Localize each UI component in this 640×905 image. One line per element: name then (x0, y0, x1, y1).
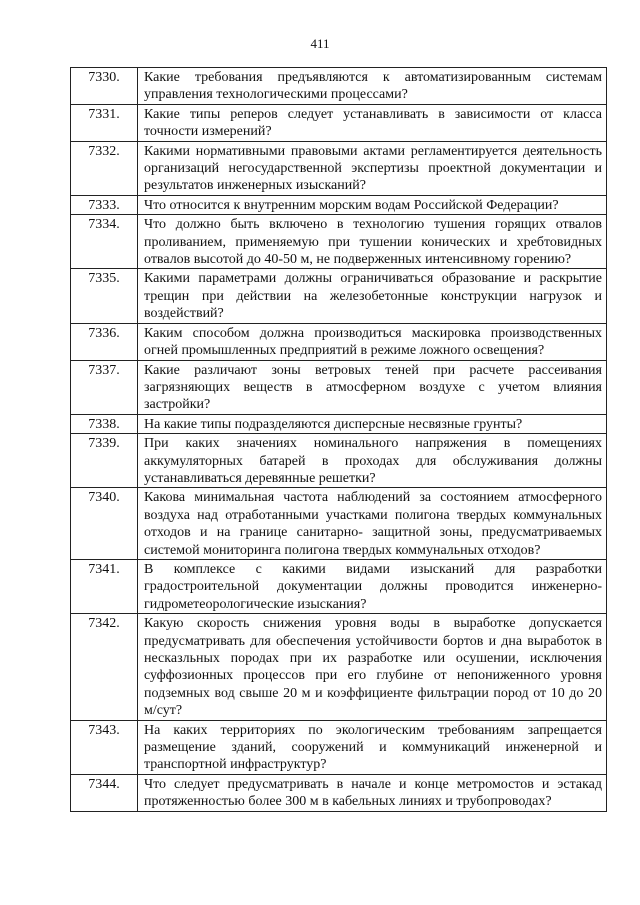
question-text: Какими параметрами должны ограничиваться образование и раскрытие трещин при действии на железобетонные конструкции нагрузок и воздействий? (138, 269, 607, 323)
question-text: Что должно быть включено в технологию тушения горящих отвалов проливанием, применяемую при тушении конических и хребтовидных отвалов высотой до 40-50 м, не подверженных интенсивному горению? (138, 215, 607, 269)
question-number: 7339. (71, 434, 138, 488)
table-row (71, 488, 607, 560)
table-row (71, 68, 607, 105)
question-text: Какую скорость снижения уровня воды в выработке допускается предусматривать для обеспечения устойчивости бортов и дна выработок в несказльных породах при их разработке или осушении, исключения суффозионных процессов при его глубине от непониженного уровня подземных вод свыше 20 м и коэффициенте фильтрации пород от 10 до 20 м/сут? (138, 614, 607, 720)
question-text: При каких значениях номинального напряжения в помещениях аккумуляторных батарей в проходах для обслуживания должны устанавливаться деревянные решетки? (138, 434, 607, 488)
table-row (71, 141, 607, 195)
table-row (71, 414, 607, 433)
question-number: 7340. (71, 488, 138, 560)
table-row (71, 215, 607, 269)
question-text: На какие типы подразделяются дисперсные несвязные грунты? (138, 414, 607, 433)
question-text: Каким способом должна производиться маскировка производственных огней промышленных предприятий в режиме ложного освещения? (138, 323, 607, 360)
question-text: Какие типы реперов следует устанавливать в зависимости от класса точности измерений? (138, 104, 607, 141)
question-number: 7334. (71, 215, 138, 269)
question-text: Какова минимальная частота наблюдений за состоянием атмосферного воздуха над отработанными участками полигона твердых коммунальных отходов и на границе санитарно- защитной зоны, предусматриваемых системой мониторинга полигона твердых коммунальных отходов? (138, 488, 607, 560)
question-number: 7332. (71, 141, 138, 195)
question-number: 7344. (71, 774, 138, 811)
question-number: 7333. (71, 195, 138, 214)
question-text: В комплексе с какими видами изысканий для разработки градостроительной документации должны проводится инженерно-гидрометеорологические изыскания? (138, 559, 607, 613)
question-number: 7330. (71, 68, 138, 105)
table-row (71, 360, 607, 414)
question-text: Какими нормативными правовыми актами регламентируется деятельность организаций негосударственной экспертизы проектной документации и результатов инженерных изысканий? (138, 141, 607, 195)
question-number: 7338. (71, 414, 138, 433)
question-number: 7331. (71, 104, 138, 141)
questions-table (70, 67, 607, 812)
page-number: 411 (310, 36, 330, 51)
table-row (71, 195, 607, 214)
question-number: 7337. (71, 360, 138, 414)
table-row (71, 104, 607, 141)
question-number: 7341. (71, 559, 138, 613)
table-row (71, 774, 607, 811)
question-text: На каких территориях по экологическим требованиям запрещается размещение зданий, сооружений и коммуникаций инженерной и транспортной инфраструктур? (138, 720, 607, 774)
question-number: 7342. (71, 614, 138, 720)
table-row (71, 559, 607, 613)
question-text: Что относится к внутренним морским водам Российской Федерации? (138, 195, 607, 214)
table-row (71, 269, 607, 323)
table-row (71, 323, 607, 360)
table-row (71, 434, 607, 488)
question-number: 7335. (71, 269, 138, 323)
table-row (71, 720, 607, 774)
question-text: Что следует предусматривать в начале и конце метромостов и эстакад протяженностью более 300 м в кабельных линиях и трубопроводах? (138, 774, 607, 811)
question-number: 7336. (71, 323, 138, 360)
question-text: Какие требования предъявляются к автоматизированным системам управления технологическими процессами? (138, 68, 607, 105)
question-text: Какие различают зоны ветровых теней при расчете рассеивания загрязняющих веществ в атмосферном воздухе с учетом влияния застройки? (138, 360, 607, 414)
table-row (71, 614, 607, 720)
question-number: 7343. (71, 720, 138, 774)
